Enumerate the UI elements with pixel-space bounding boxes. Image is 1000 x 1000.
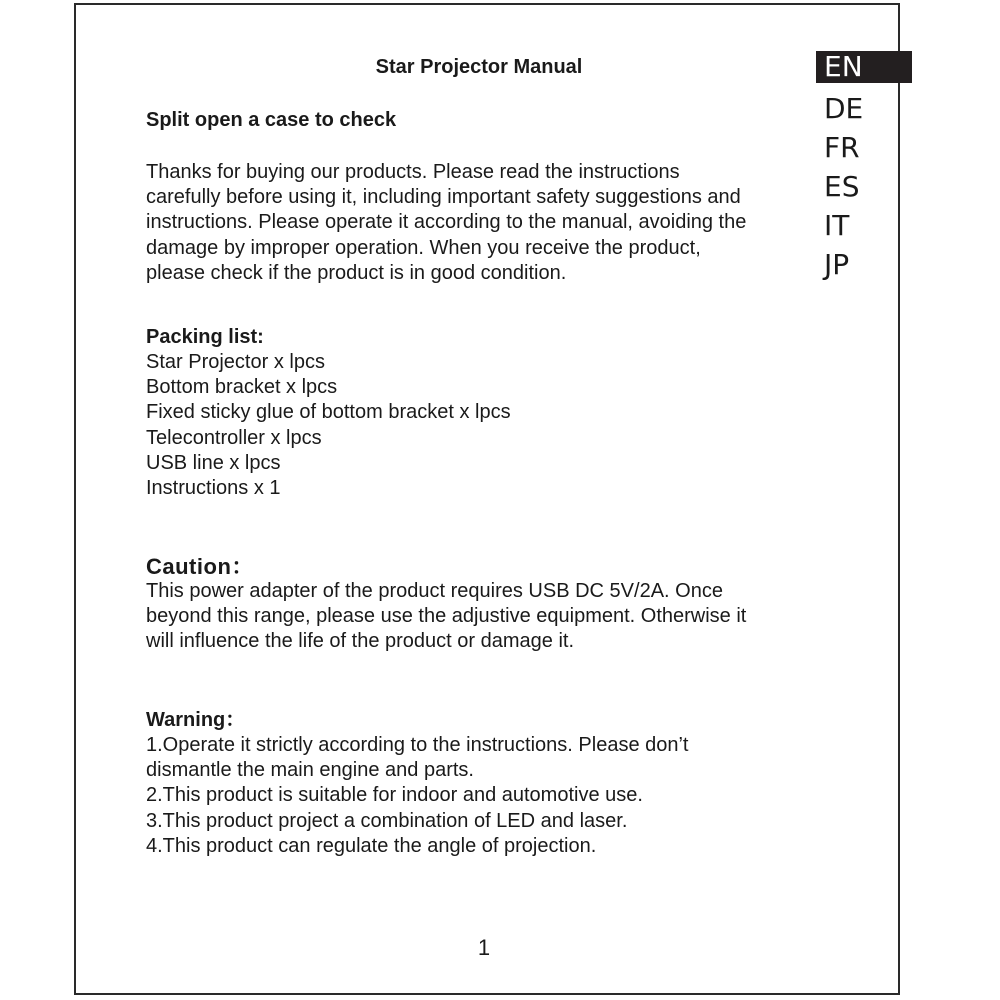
list-item: Instructions x 1 [146,477,281,500]
packing-list [146,350,811,501]
intro-line: please check if the product is in good condition. [146,261,567,284]
intro-heading: Split open a case to check [146,109,397,131]
page-title: Star Projector Manual [375,56,583,78]
language-tab-it[interactable]: IT [824,209,850,242]
intro-line: carefully before using it, including important safety suggestions and [146,186,741,209]
list-item: Fixed sticky glue of bottom bracket x lpcs [146,401,511,424]
packing-list-section [146,325,811,501]
page-number: 1 [477,935,491,960]
warning-line: 1.Operate it strictly according to the instructions. Please don’t [146,734,689,756]
list-item: Bottom bracket x lpcs [146,376,338,399]
list-item: USB line x lpcs [146,451,281,474]
warning-section [146,708,811,859]
warning-line: 3.This product project a combination of LED and laser. [146,809,628,832]
language-tabs [816,51,902,284]
packing-list-heading: Packing list: [146,326,264,348]
list-item: Telecontroller x lpcs [146,426,322,449]
language-tab-de[interactable]: DE [824,92,864,125]
caution-line: beyond this range, please use the adjustive equipment. Otherwise it [146,605,747,628]
caution-line: This power adapter of the product requires USB DC 5V/2A. Once [146,580,723,602]
list-item: Star Projector x lpcs [146,351,325,373]
warning-line: 2.This product is suitable for indoor and automotive use. [146,784,643,807]
warning-heading: Warning： [146,709,246,731]
intro-line: instructions. Please operate it according to the manual, avoiding the [146,211,747,234]
intro-section [146,108,811,286]
intro-line: Thanks for buying our products. Please read the instructions [146,161,680,183]
manual-page [74,3,900,995]
intro-line: damage by improper operation. When you receive the product, [146,236,701,259]
language-tab-jp[interactable]: JP [824,248,850,281]
warning-line: 4.This product can regulate the angle of projection. [146,834,597,857]
language-tab-es[interactable]: ES [824,170,860,203]
language-tab-en[interactable]: EN [816,51,912,83]
caution-section [146,554,811,655]
warning-line: dismantle the main engine and parts. [146,759,474,782]
language-tab-fr[interactable]: FR [824,131,860,164]
caution-heading: Caution： [146,554,254,579]
caution-line: will influence the life of the product or damage it. [146,630,575,653]
